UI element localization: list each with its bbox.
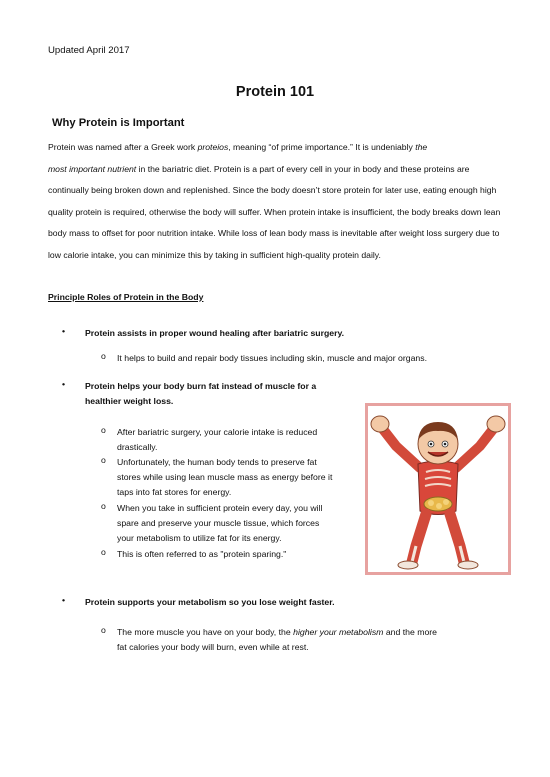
intro-text-most-important: most important nutrient — [48, 163, 137, 174]
anatomy-figure-frame — [365, 403, 511, 575]
sub-bullet-line: spare and preserve your muscle tissue, which forces — [117, 518, 320, 528]
sub-bullet-line — [117, 625, 517, 640]
bullet-marker: • — [62, 595, 66, 605]
sub-bullet-line: When you take in sufficient protein every day, you will — [117, 503, 323, 513]
sub-bullet-line: taps into fat stores for energy. — [117, 487, 232, 497]
sub-bullet-tissue-repair: It helps to build and repair body tissues including skin, muscle and major organs. — [117, 353, 428, 363]
section-heading-why-protein: Why Protein is Important — [52, 117, 185, 129]
bullet-burn-fat-line-1: Protein helps your body burn fat instead of muscle for a — [85, 381, 317, 391]
anatomy-figure-icon — [368, 406, 508, 572]
bullet-marker: • — [62, 326, 66, 336]
intro-text-2: , meaning “of prime importance.” It is undeniably — [228, 142, 416, 152]
sub-bullet-line: After bariatric surgery, your calorie intake is reduced — [117, 427, 318, 437]
bullet-marker: • — [62, 379, 66, 389]
sub-bullet-sufficient-protein — [117, 501, 322, 546]
bullet-metabolism: Protein supports your metabolism so you lose weight faster. — [85, 597, 335, 607]
bullet-wound-healing: Protein assists in proper wound healing after bariatric surgery. — [85, 328, 345, 338]
page-title: Protein 101 — [235, 84, 315, 100]
sub-bullet-line: fat calories your body will burn, even while at rest. — [117, 642, 309, 652]
intro-paragraph — [48, 137, 504, 267]
sub-bullet-line: your metabolism to utilize fat for its energy. — [117, 533, 282, 543]
intro-text-proteios: proteios — [197, 142, 229, 152]
intro-text-1: Protein was named after a Greek work — [48, 142, 198, 152]
sub-text-emphasis: higher your metabolism — [293, 627, 384, 637]
sub-bullet-protein-sparing: This is often referred to as "protein sparing." — [117, 549, 287, 559]
sub-bullet-marker: o — [101, 501, 106, 511]
sub-bullet-marker: o — [101, 455, 106, 465]
updated-date: Updated April 2017 — [48, 45, 130, 56]
sub-text-part: The more muscle you have on your body, the — [117, 627, 294, 637]
sub-bullet-line: Unfortunately, the human body tends to preserve fat — [117, 457, 317, 467]
intro-text-the: the — [415, 142, 428, 152]
sub-bullet-marker: o — [101, 351, 106, 361]
sub-bullet-line: drastically. — [117, 442, 158, 452]
sub-bullet-marker: o — [101, 547, 106, 557]
sub-bullet-calorie-intake — [117, 425, 317, 455]
sub-bullet-line: stores while using lean muscle mass as energy before it — [117, 472, 333, 482]
sub-bullet-muscle-metabolism — [117, 625, 517, 655]
section-heading-principle-roles: Principle Roles of Protein in the Body — [48, 292, 204, 302]
bullet-burn-fat — [85, 379, 316, 409]
bullet-burn-fat-line-2: healthier weight loss. — [85, 396, 174, 406]
sub-bullet-preserve-fat — [117, 455, 332, 500]
sub-bullet-marker: o — [101, 625, 106, 635]
sub-text-part: and the more — [383, 627, 438, 637]
sub-bullet-marker: o — [101, 425, 106, 435]
intro-text-3: in the bariatric diet. Protein is a part of every cell in your in body and these proteins are continually being broken down and replenished. Since the body doesn’t store protein for later use, eating enough high quality protein is required, otherwise the body will suffer. When protein intake is insufficient, the body breaks down lean body mass to offset for poor nutrition intake. While loss of lean body mass is inevitable after weight loss surgery due to low calorie intake, you can minimize this by taking in sufficient high-quality protein daily. — [48, 163, 501, 260]
